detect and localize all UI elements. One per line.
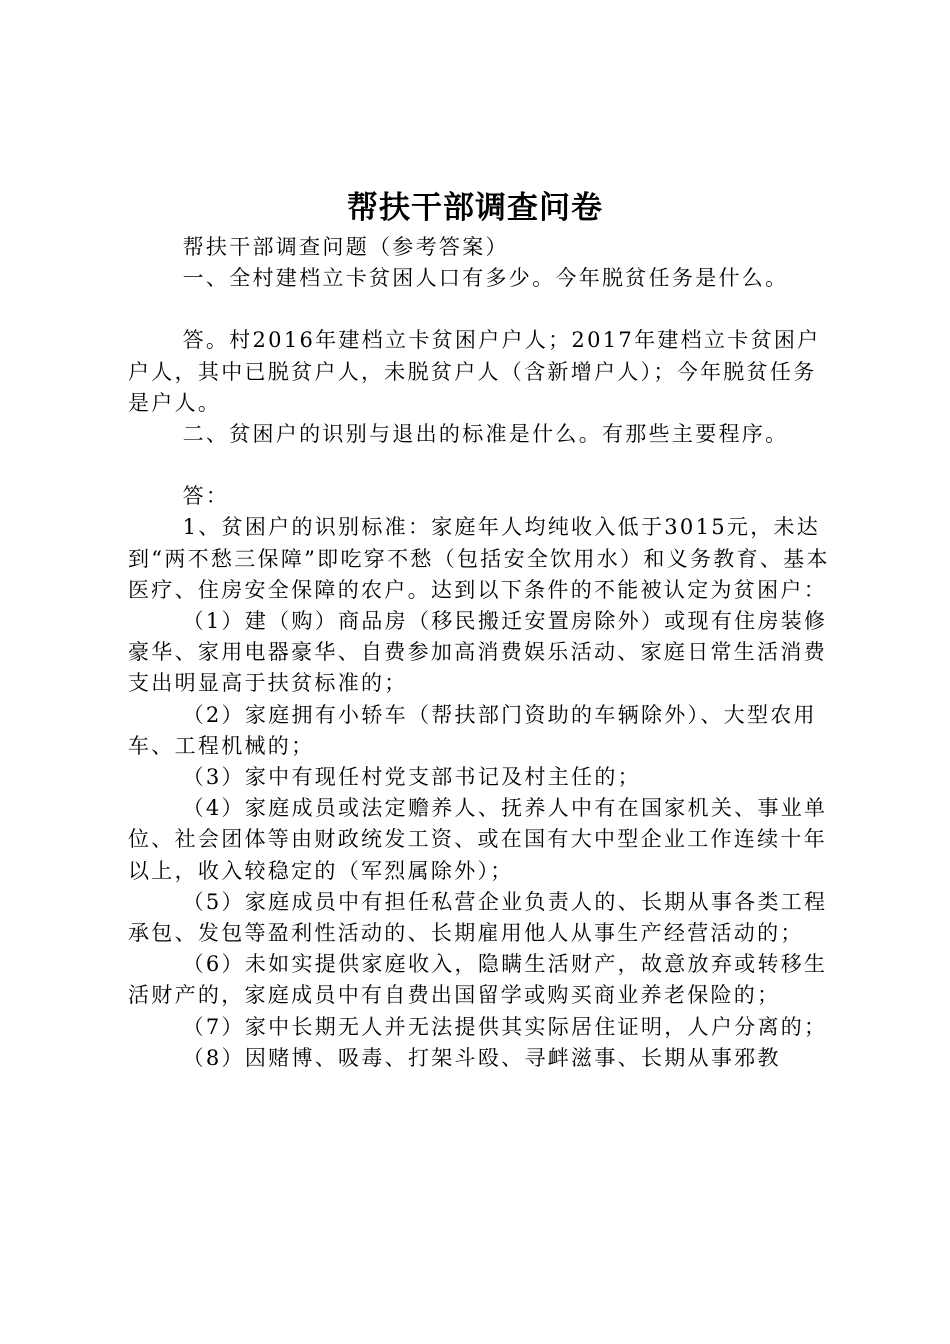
document-body [128, 232, 834, 1074]
condition-item-8: （8）因赌博、吸毒、打架斗殴、寻衅滋事、长期从事邪教 [182, 1045, 781, 1070]
answer-2-label: 答： [182, 484, 230, 509]
document-title: 帮扶干部调查问卷 [347, 190, 603, 226]
condition-item-7: （7）家中长期无人并无法提供其实际居住证明，人户分离的； [182, 1014, 828, 1039]
condition-item-5: （5）家庭成员中有担任私营企业负责人的、长期从事各类工程承包、发包等盈利性活动的、长期雇用他人从事生产经营活动的； [128, 889, 828, 946]
condition-item-3: （3）家中有现任村党支部书记及村主任的； [182, 765, 641, 790]
condition-item-6: （6）未如实提供家庭收入，隐瞒生活财产，故意放弃或转移生活财产的，家庭成员中有自费出国留学或购买商业养老保险的； [128, 952, 828, 1008]
question-2: 二、贫困户的识别与退出的标准是什么。有那些主要程序。 [182, 422, 789, 447]
question-1: 一、全村建档立卡贫困人口有多少。今年脱贫任务是什么。 [182, 266, 789, 291]
paragraph-subtitle: 帮扶干部调查问题（参考答案） [182, 235, 509, 259]
condition-item-2: （2）家庭拥有小轿车（帮扶部门资助的车辆除外）、大型农用车、工程机械的； [128, 702, 817, 758]
condition-item-1: （1）建（购）商品房（移民搬迁安置房除外）或现有住房装修豪华、家用电器豪华、自费参加高消费娱乐活动、家庭日常生活消费支出明显高于扶贫标准的； [128, 609, 828, 696]
condition-item-4: （4）家庭成员或法定赡养人、抚养人中有在国家机关、事业单位、社会团体等由财政统发工资、或在国有大中型企业工作连续十年以上，收入较稳定的（军烈属除外）； [128, 796, 828, 883]
identification-standard: 1、贫困户的识别标准：家庭年人均纯收入低于3015元，未达到“两不愁三保障”即吃穿不愁（包括安全饮用水）和义务教育、基本医疗、住房安全保障的农户。达到以下条件的不能被认定为贫困户： [128, 515, 830, 602]
answer-1: 答。村2016年建档立卡贫困户户人；2017年建档立卡贫困户户人，其中已脱贫户人，未脱贫户人（含新增户人）；今年脱贫任务是户人。 [128, 328, 821, 415]
